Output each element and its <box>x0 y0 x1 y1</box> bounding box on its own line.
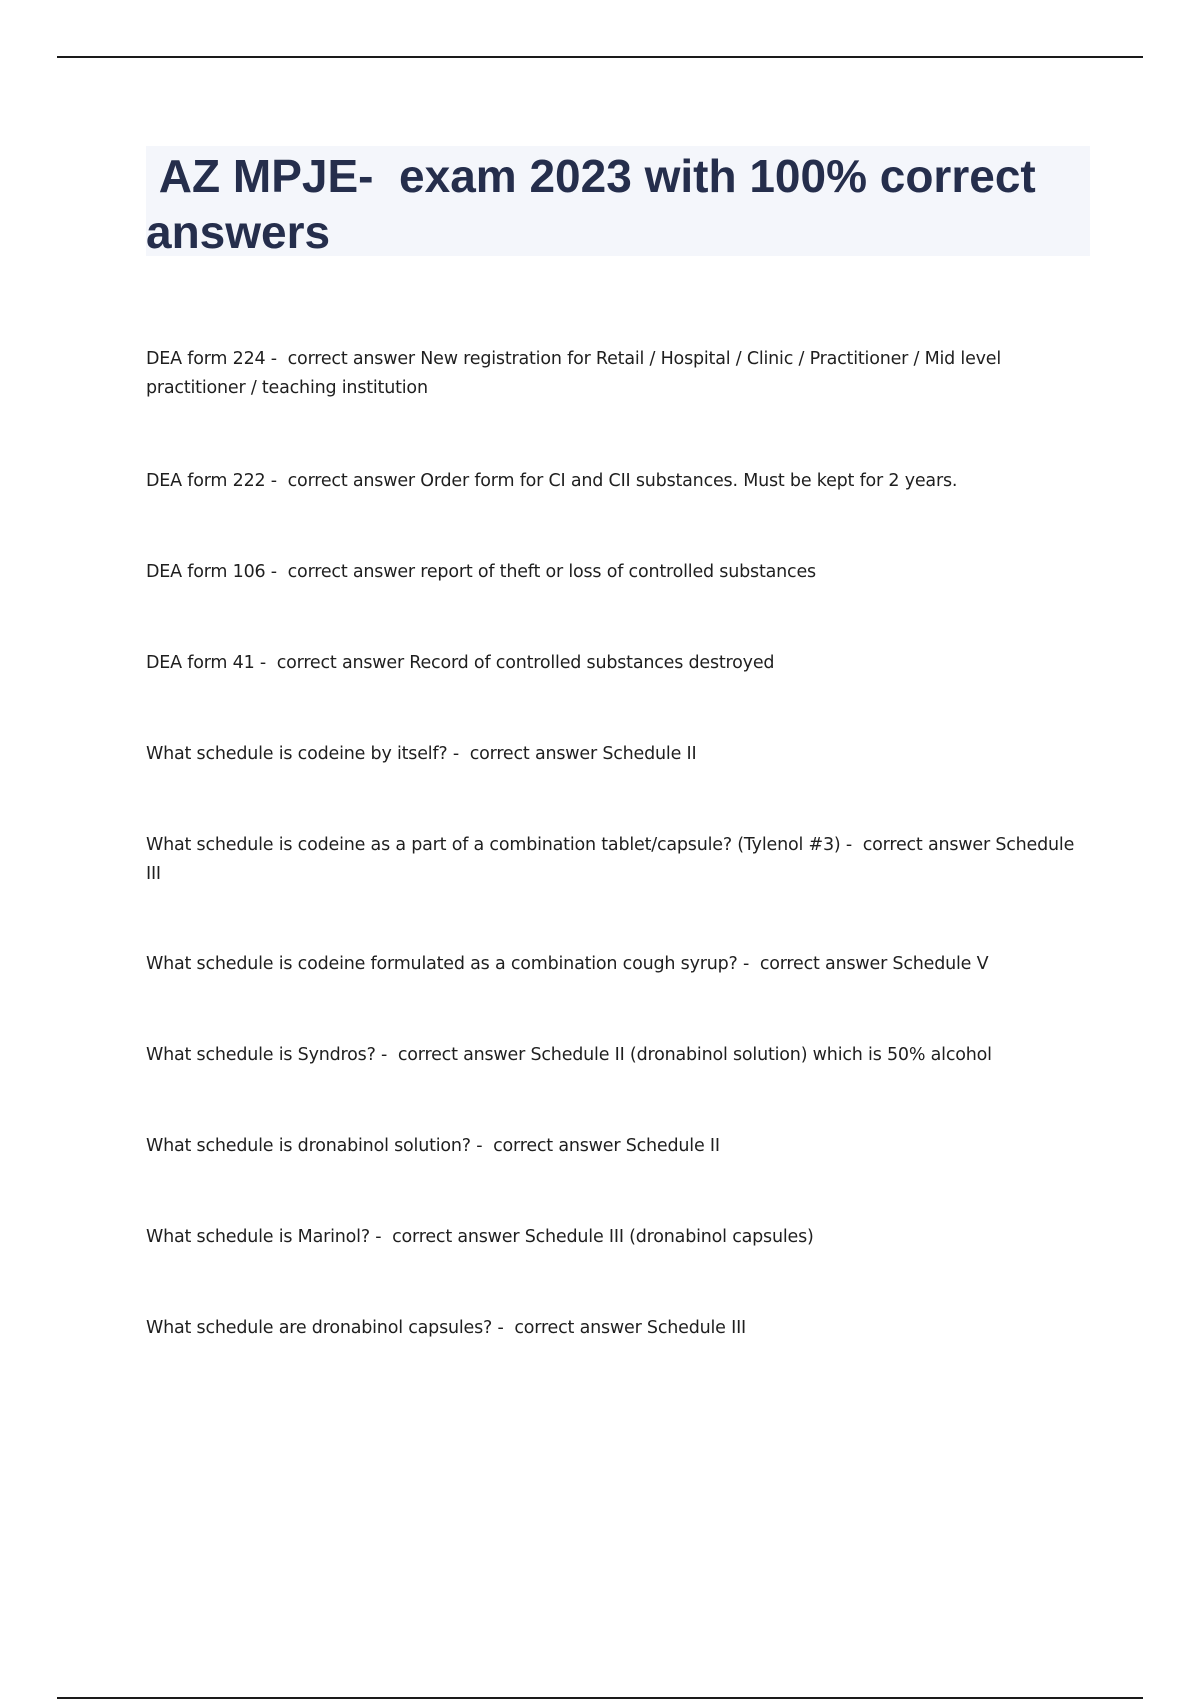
qa-entry: DEA form 106 - correct answer report of theft or loss of controlled substances <box>146 562 816 582</box>
qa-entry: What schedule is Syndros? - correct answer Schedule II (dronabinol solution) which is 50% alcohol <box>146 1045 992 1065</box>
qa-entry: What schedule is codeine formulated as a combination cough syrup? - correct answer Schedule V <box>146 954 989 974</box>
qa-entry: DEA form 222 - correct answer Order form for CI and CII substances. Must be kept for 2 years. <box>146 471 958 491</box>
bottom-rule <box>57 1697 1143 1699</box>
title-block <box>146 146 1090 256</box>
qa-entry: What schedule are dronabinol capsules? - correct answer Schedule III <box>146 1318 746 1338</box>
top-rule <box>57 56 1143 58</box>
qa-entry: What schedule is codeine by itself? - correct answer Schedule II <box>146 744 697 764</box>
qa-entry: What schedule is Marinol? - correct answer Schedule III (dronabinol capsules) <box>146 1227 814 1247</box>
qa-entry: DEA form 41 - correct answer Record of controlled substances destroyed <box>146 653 775 673</box>
qa-entry: What schedule is dronabinol solution? - correct answer Schedule II <box>146 1136 720 1156</box>
document-title: AZ MPJE- exam 2023 with 100% correct answers <box>146 150 1049 258</box>
qa-entry: What schedule is codeine as a part of a combination tablet/capsule? (Tylenol #3) - correct answer Schedule III <box>146 835 1080 884</box>
qa-entry: DEA form 224 - correct answer New registration for Retail / Hospital / Clinic / Practitioner / Mid level practitioner / teaching institution <box>146 349 1007 398</box>
